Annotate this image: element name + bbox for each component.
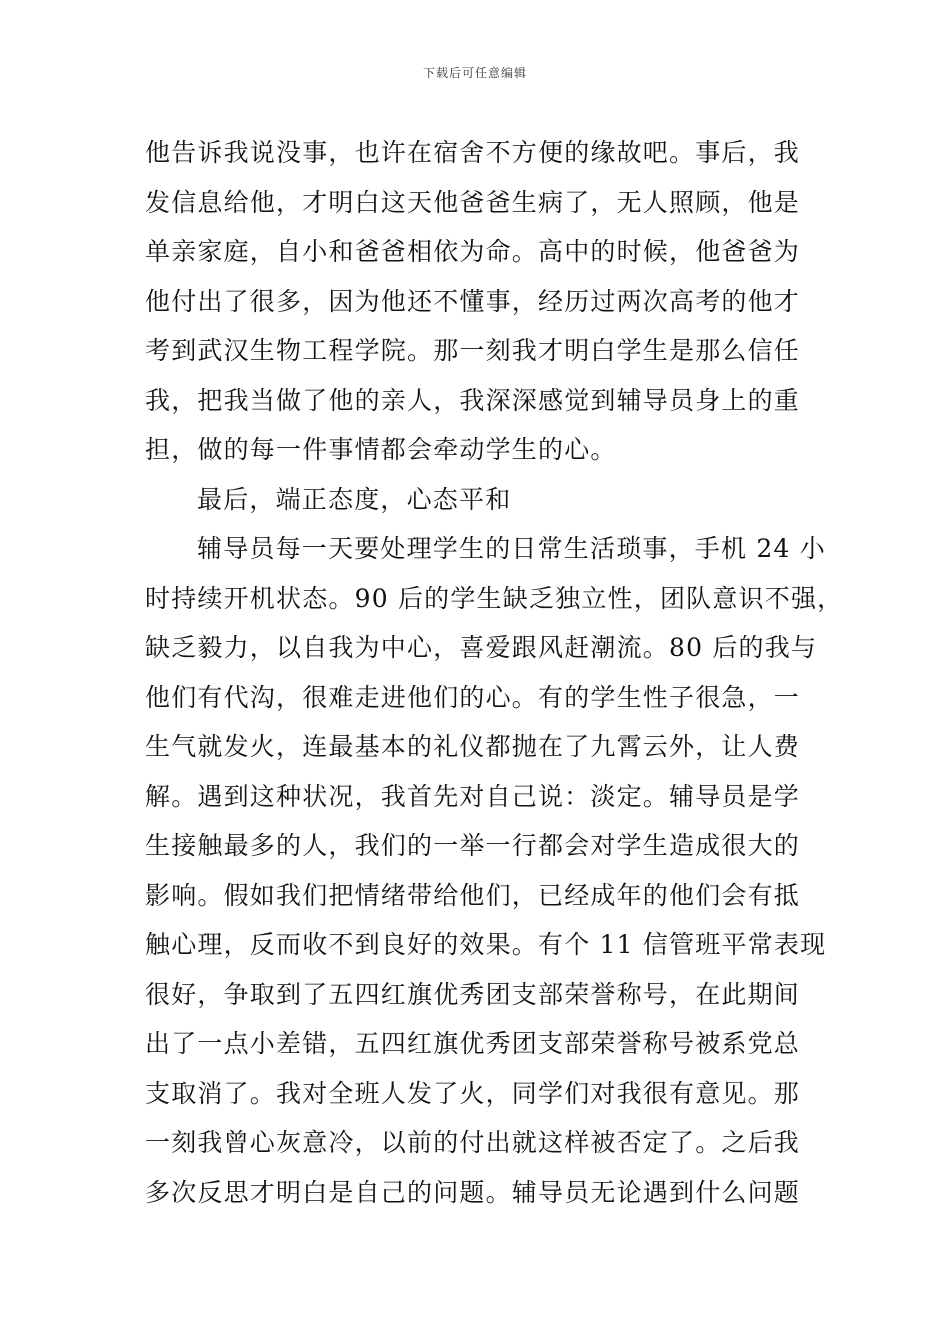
text-line: 支取消了。我对全班人发了火，同学们对我很有意见。那 — [145, 1078, 801, 1108]
text-line: 很好，争取到了五四红旗优秀团支部荣誉称号，在此期间 — [145, 979, 801, 1009]
text-line: 他告诉我说没事，也许在宿舍不方便的缘故吧。事后，我 — [145, 138, 801, 167]
text-line: 触心理，反而收不到良好的效果。有个 11 信管班平常表现 — [145, 930, 827, 959]
text-line: 时持续开机状态。90 后的学生缺乏独立性，团队意识不强， — [145, 583, 844, 613]
text-line: 解。遇到这种状况，我首先对自己说：淡定。辅导员是学 — [145, 781, 801, 811]
text-line: 生气就发火，连最基本的礼仪都抛在了九霄云外，让人费 — [145, 732, 801, 761]
text-line: 他们有代沟，很难走进他们的心。有的学生性子很急，一 — [145, 682, 801, 712]
paragraph-start-line: 辅导员每一天要处理学生的日常生活琐事，手机 24 小 — [197, 534, 826, 563]
text-line: 生接触最多的人，我们的一举一行都会对学生造成很大的 — [145, 831, 801, 860]
section-heading: 最后，端正态度，心态平和 — [197, 484, 512, 514]
text-line: 单亲家庭，自小和爸爸相依为命。高中的时候，他爸爸为 — [145, 237, 801, 266]
text-line: 出了一点小差错，五四红旗优秀团支部荣誉称号被系党总 — [145, 1029, 801, 1058]
text-line: 考到武汉生物工程学院。那一刻我才明白学生是那么信任 — [145, 336, 801, 365]
text-line: 一刻我曾心灰意冷，以前的付出就这样被否定了。之后我 — [145, 1128, 801, 1157]
text-line: 影响。假如我们把情绪带给他们，已经成年的他们会有抵 — [145, 880, 801, 910]
text-line: 我，把我当做了他的亲人，我深深感觉到辅导员身上的重 — [145, 385, 801, 415]
text-line: 担，做的每一件事情都会牵动学生的心。 — [145, 435, 617, 464]
page-header-note: 下载后可任意编辑 — [422, 66, 527, 80]
document-body — [145, 128, 844, 1217]
text-line: 发信息给他，才明白这天他爸爸生病了，无人照顾，他是 — [145, 187, 801, 217]
text-line: 多次反思才明白是自己的问题。辅导员无论遇到什么问题 — [145, 1177, 801, 1207]
text-line: 缺乏毅力，以自我为中心，喜爱跟风赶潮流。80 后的我与 — [145, 633, 818, 662]
text-line: 他付出了很多，因为他还不懂事，经历过两次高考的他才 — [145, 286, 801, 316]
